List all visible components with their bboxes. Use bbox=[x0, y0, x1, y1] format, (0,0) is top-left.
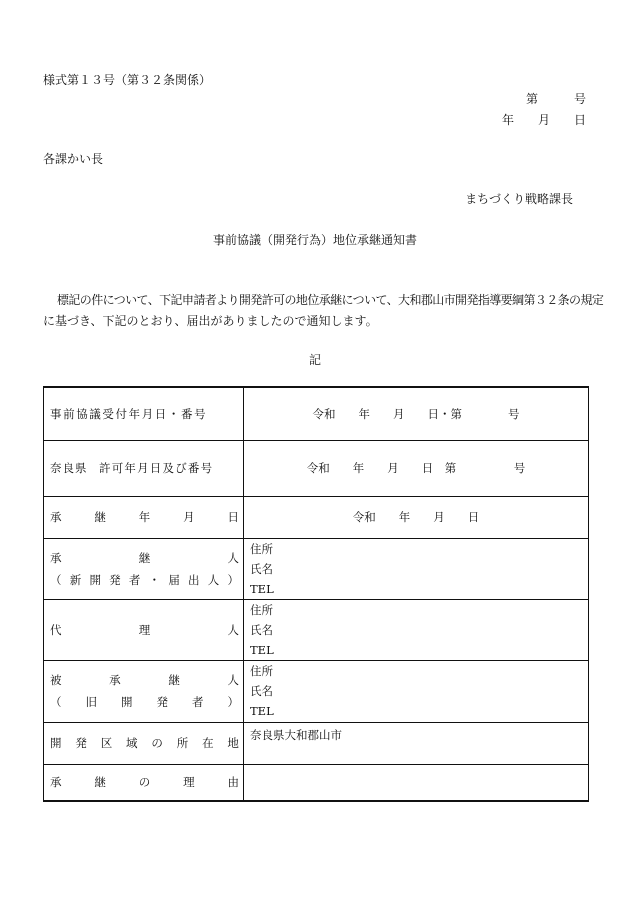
value-prior-consultation: 令和 年 月 日・第 号 bbox=[244, 387, 589, 440]
label-succession-reason: 承 継 の 理 由 bbox=[44, 764, 244, 801]
label-prefecture-permit: 奈良県 許可年月日及び番号 bbox=[44, 440, 244, 496]
value-development-location: 奈良県大和郡山市 bbox=[244, 722, 589, 764]
row-prefecture-permit bbox=[44, 440, 589, 496]
successor-tel: TEL bbox=[250, 581, 274, 596]
value-succession-date: 令和 年 月 日 bbox=[244, 496, 589, 538]
agent-name: 氏名 bbox=[250, 622, 273, 637]
addressee: 各課かい長 bbox=[43, 152, 104, 166]
document-title: 事前協議（開発行為）地位承継通知書 bbox=[212, 233, 417, 247]
row-succession-date bbox=[44, 496, 589, 538]
predecessor-address: 住所 bbox=[250, 664, 273, 678]
body-line-1: 標記の件について、下記申請者より開発許可の地位承継について、大和郡山市開発指導要綱第３２条の規定 bbox=[57, 293, 604, 307]
row-succession-reason bbox=[44, 764, 589, 801]
label-agent: 代 理 人 bbox=[44, 599, 244, 660]
agent-address: 住所 bbox=[250, 602, 273, 617]
document-number: 第 号 bbox=[525, 92, 586, 106]
ki-heading: 記 bbox=[308, 353, 321, 367]
document-date: 年 月 日 bbox=[501, 113, 586, 127]
value-successor bbox=[244, 538, 589, 599]
row-agent bbox=[44, 599, 589, 660]
predecessor-tel: TEL bbox=[250, 704, 274, 718]
value-prefecture-permit: 令和 年 月 日 第 号 bbox=[244, 440, 589, 496]
row-successor bbox=[44, 538, 589, 599]
label-succession-date: 承 継 年 月 日 bbox=[44, 496, 244, 538]
value-succession-reason bbox=[244, 764, 589, 801]
row-development-location bbox=[44, 722, 589, 764]
label-development-location: 開 発 区 域 の 所 在 地 bbox=[44, 722, 244, 764]
successor-name: 氏名 bbox=[250, 561, 273, 576]
label-predecessor: 被 承 継 人 （ 旧 開 発 者 ） bbox=[44, 660, 244, 722]
row-prior-consultation bbox=[44, 387, 589, 440]
label-successor: 承 継 人 （ 新 開 発 者 ・ 届 出 人 ） bbox=[44, 538, 244, 599]
value-predecessor bbox=[244, 660, 589, 722]
row-predecessor bbox=[44, 660, 589, 722]
sender: まちづくり戦略課長 bbox=[465, 192, 573, 206]
value-agent bbox=[244, 599, 589, 660]
form-number: 様式第１３号（第３２条関係） bbox=[43, 73, 212, 87]
successor-address: 住所 bbox=[250, 541, 273, 556]
agent-tel: TEL bbox=[250, 642, 274, 657]
succession-table bbox=[43, 386, 589, 802]
predecessor-name: 氏名 bbox=[250, 684, 273, 698]
label-prior-consultation: 事前協議受付年月日・番号 bbox=[44, 387, 244, 440]
body-line-2: に基づき、下記のとおり、届出がありましたので通知します。 bbox=[43, 314, 378, 328]
